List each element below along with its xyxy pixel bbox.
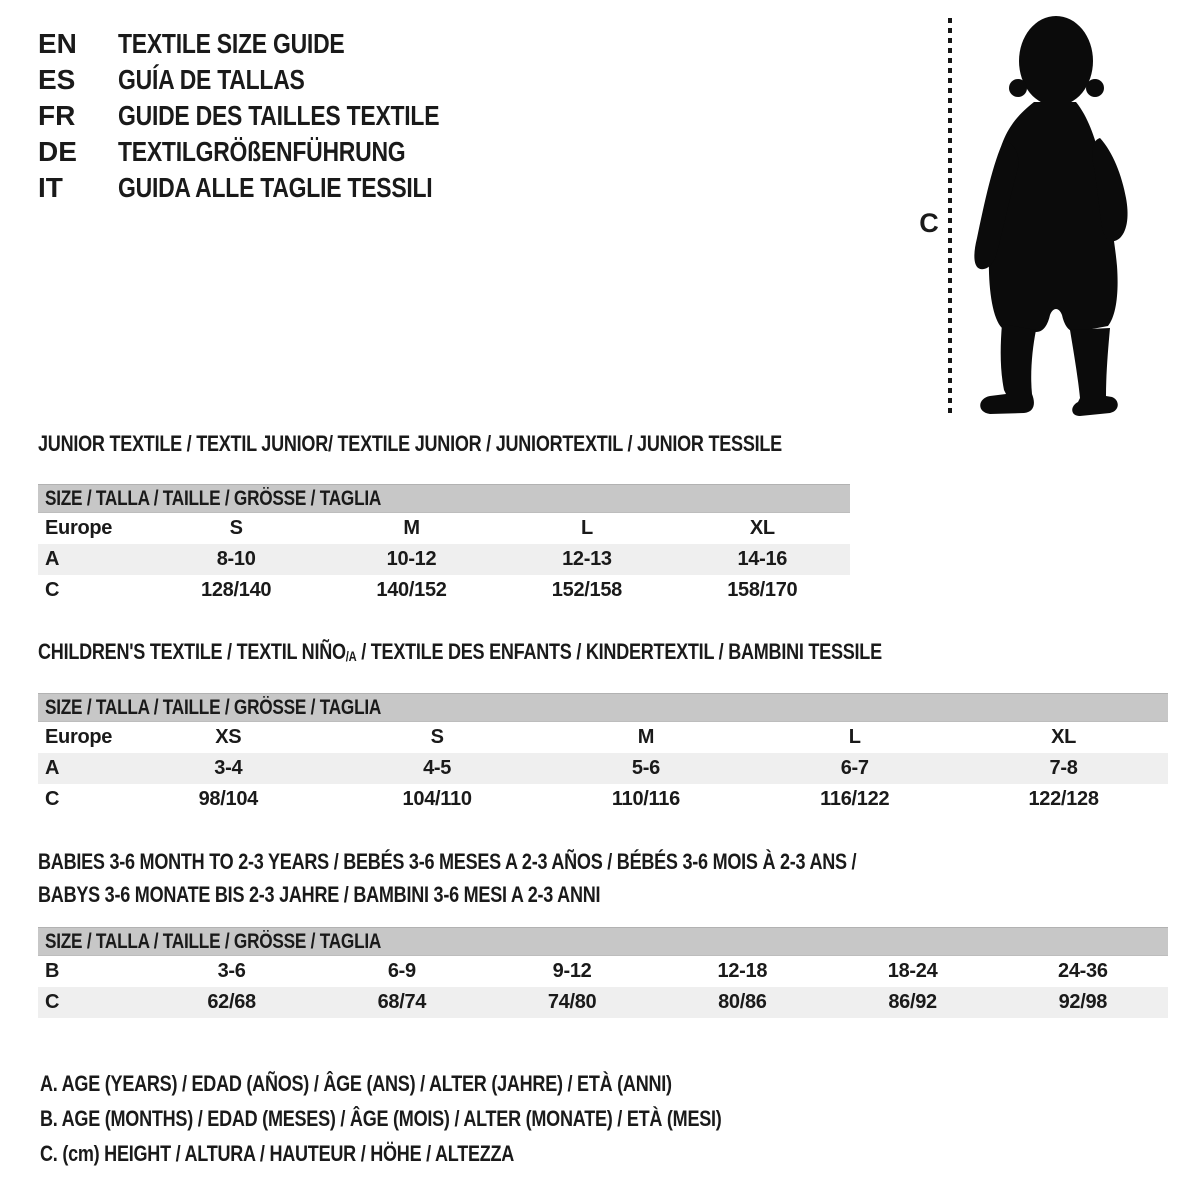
size-value-cell: M xyxy=(637,726,655,748)
size-header-bar xyxy=(38,484,850,513)
section-title xyxy=(38,845,1168,878)
size-value-cell: 12-13 xyxy=(499,544,674,575)
language-code: FR xyxy=(38,100,76,131)
size-value-cell: 6-9 xyxy=(387,960,416,982)
size-value-cell: 80/86 xyxy=(657,987,827,1018)
row-label: C xyxy=(38,987,146,1018)
table-row xyxy=(38,784,1168,815)
size-value-cell: 62/68 xyxy=(146,987,316,1018)
language-row xyxy=(38,26,510,62)
table-row xyxy=(38,575,850,606)
size-header-text: SIZE / TALLA / TAILLE / GRÖSSE / TAGLIA xyxy=(45,695,382,719)
babies-textile-section xyxy=(38,845,1168,1018)
size-value-cell: 8-10 xyxy=(148,544,323,575)
language-title: TEXTILE SIZE GUIDE xyxy=(118,28,345,59)
section-title xyxy=(38,878,1168,911)
height-measure-dashed-line xyxy=(948,18,952,416)
size-value-cell: L xyxy=(580,517,593,539)
size-value-cell: 116/122 xyxy=(820,788,890,810)
size-value-cell: 128/140 xyxy=(201,579,272,601)
size-value-cell: 6-7 xyxy=(750,753,959,784)
size-value-cell: 92/98 xyxy=(998,987,1168,1018)
legend-line-text: C. (cm) HEIGHT / ALTURA / HAUTEUR / HÖHE / ALTEZZA xyxy=(40,1141,515,1166)
size-value-cell: L xyxy=(848,726,861,748)
size-value-cell: 158/170 xyxy=(727,579,798,601)
table-row xyxy=(38,956,1168,987)
size-value-cell: 18-24 xyxy=(887,960,938,982)
size-value-cell: 86/92 xyxy=(827,987,997,1018)
size-value-cell: 9-12 xyxy=(552,960,592,982)
row-label: C xyxy=(45,579,60,601)
size-value-cell: S xyxy=(229,517,243,539)
row-label: A xyxy=(38,753,124,784)
toddler-silhouette-image xyxy=(966,14,1138,419)
language-title: GUÍA DE TALLAS xyxy=(118,64,305,95)
size-value-cell: 68/74 xyxy=(317,987,487,1018)
size-value-cell: XS xyxy=(215,726,242,748)
language-row xyxy=(38,134,510,170)
size-value-cell: 122/128 xyxy=(1028,788,1099,810)
row-label: C xyxy=(45,788,60,810)
language-code: ES xyxy=(38,64,76,95)
language-code: IT xyxy=(38,172,63,203)
size-value-cell: S xyxy=(430,726,444,748)
size-value-cell: M xyxy=(403,517,420,539)
language-title: GUIDA ALLE TAGLIE TESSILI xyxy=(118,172,433,203)
row-label: B xyxy=(45,960,60,982)
size-value-cell: 7-8 xyxy=(959,753,1168,784)
language-title: TEXTILGRÖßENFÜHRUNG xyxy=(118,136,406,167)
size-value-cell: 152/158 xyxy=(551,579,622,601)
size-value-cell: 4-5 xyxy=(333,753,542,784)
measure-c-label: C xyxy=(919,208,939,238)
size-value-cell: 24-36 xyxy=(1058,960,1108,982)
language-code: DE xyxy=(38,136,77,167)
size-value-cell: 140/152 xyxy=(376,579,447,601)
size-value-cell: XL xyxy=(1051,726,1077,748)
section-title xyxy=(38,640,1168,667)
legend-line xyxy=(40,1101,871,1136)
language-row xyxy=(38,98,510,134)
size-value-cell: 3-4 xyxy=(124,753,333,784)
size-table xyxy=(38,956,1168,1018)
section-title-text: JUNIOR TEXTILE / TEXTIL JUNIOR/ TEXTILE JUNIOR / JUNIORTEXTIL / JUNIOR TESSILE xyxy=(38,431,782,456)
size-table xyxy=(38,513,850,606)
size-value-cell: 3-6 xyxy=(217,960,246,982)
size-table xyxy=(38,722,1168,815)
legend-line-text: A. AGE (YEARS) / EDAD (AÑOS) / ÂGE (ANS) / ALTER (JAHRE) / ETÀ (ANNI) xyxy=(40,1071,672,1096)
language-code: EN xyxy=(38,28,77,59)
row-label: A xyxy=(38,544,148,575)
legend-line-text: B. AGE (MONTHS) / EDAD (MESES) / ÂGE (MOIS) / ALTER (MONATE) / ETÀ (MESI) xyxy=(40,1106,722,1131)
table-row xyxy=(38,722,1168,753)
row-label: Europe xyxy=(45,726,113,748)
size-value-cell: 5-6 xyxy=(542,753,751,784)
size-value-cell: 12-18 xyxy=(717,960,768,982)
size-value-cell: 98/104 xyxy=(198,788,258,810)
size-value-cell: 10-12 xyxy=(324,544,499,575)
section-title-text: BABIES 3-6 MONTH TO 2-3 YEARS / BEBÉS 3-6 MESES A 2-3 AÑOS / BÉBÉS 3-6 MOIS À 2-3 ANS / xyxy=(38,849,857,874)
size-value-cell: 74/80 xyxy=(487,987,657,1018)
size-value-cell: 110/116 xyxy=(611,788,680,810)
row-label: Europe xyxy=(45,517,113,539)
size-header-bar xyxy=(38,693,1168,722)
table-row xyxy=(38,987,1168,1018)
junior-textile-section xyxy=(38,432,850,606)
table-row xyxy=(38,753,1168,784)
legend xyxy=(40,1066,871,1171)
toddler-silhouette-shape xyxy=(974,16,1127,416)
size-value-cell: 104/110 xyxy=(402,788,472,810)
section-title-text: CHILDREN'S TEXTILE / TEXTIL NIÑO/A / TEXTILE DES ENFANTS / KINDERTEXTIL / BAMBINI TESSILE xyxy=(38,640,882,667)
language-row xyxy=(38,62,510,98)
language-row xyxy=(38,170,510,206)
table-row xyxy=(38,544,850,575)
section-title-text: BABYS 3-6 MONATE BIS 2-3 JAHRE / BAMBINI 3-6 MESI A 2-3 ANNI xyxy=(38,882,601,907)
childrens-textile-section xyxy=(38,640,1168,815)
language-title: GUIDE DES TAILLES TEXTILE xyxy=(118,100,440,131)
size-value-cell: XL xyxy=(749,517,775,539)
size-value-cell: 14-16 xyxy=(675,544,850,575)
legend-line xyxy=(40,1066,871,1101)
language-list xyxy=(38,26,510,206)
table-row xyxy=(38,513,850,544)
size-header-text: SIZE / TALLA / TAILLE / GRÖSSE / TAGLIA xyxy=(45,929,382,953)
size-header-bar xyxy=(38,927,1168,956)
legend-line xyxy=(40,1136,871,1171)
size-header-text: SIZE / TALLA / TAILLE / GRÖSSE / TAGLIA xyxy=(45,486,382,510)
section-title xyxy=(38,432,850,456)
section-title-sub: /A xyxy=(345,649,357,665)
